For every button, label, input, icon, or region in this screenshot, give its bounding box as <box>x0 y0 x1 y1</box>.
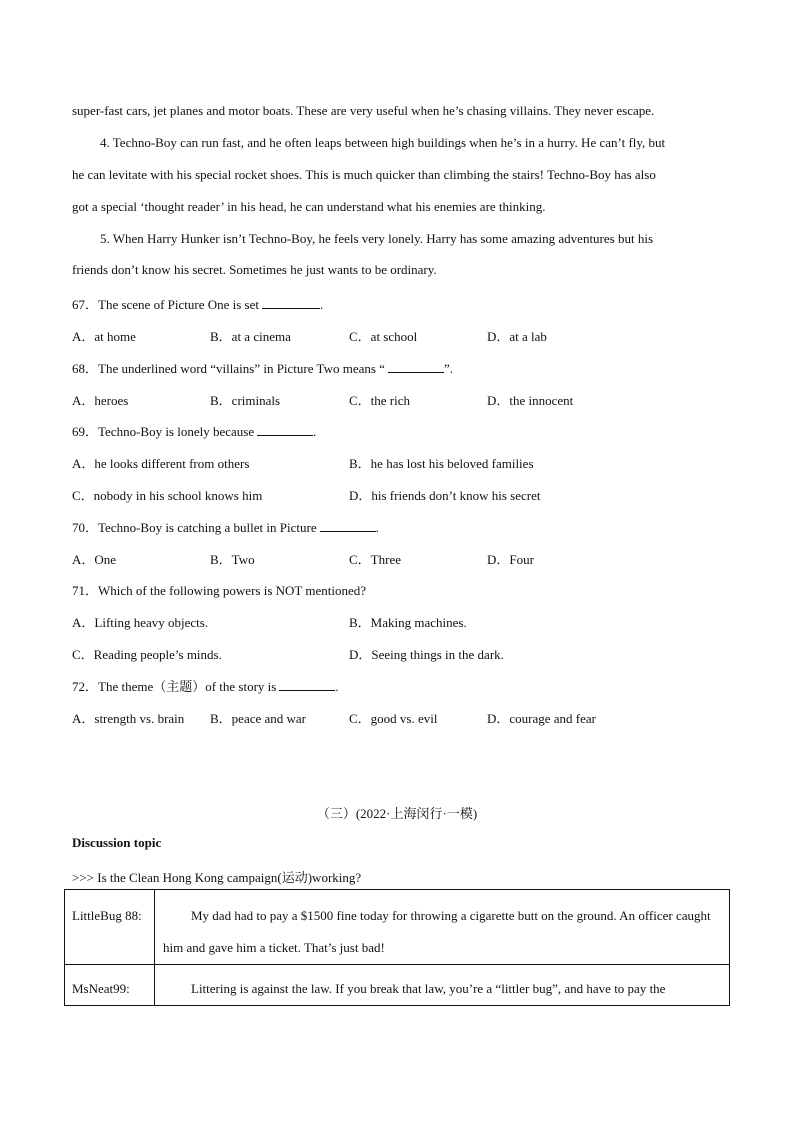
option-d[interactable]: D．his friends don’t know his secret <box>349 488 541 503</box>
question-67 <box>72 294 323 313</box>
option-c[interactable]: C．nobody in his school knows him <box>72 488 263 503</box>
option-b[interactable]: B．he has lost his beloved families <box>349 456 534 471</box>
question-stem: 69．Techno-Boy is lonely because <box>72 424 255 439</box>
post-body: Littering is against the law. If you break that law, you’re a “littler bug”, and have to pay the <box>191 981 666 996</box>
question-stem: 68．The underlined word “villains” in Picture Two means “ <box>72 361 385 376</box>
section-heading: （三）(2022·上海闵行·一模) <box>316 806 478 821</box>
topic-question: >>> Is the Clean Hong Kong campaign(运动)working? <box>72 870 362 885</box>
question-72 <box>72 676 339 695</box>
passage-line: 4. Techno-Boy can run fast, and he often leaps between high buildings when he’s in a hurry. He can’t fly, but <box>100 135 666 150</box>
passage-line: friends don’t know his secret. Sometimes he just wants to be ordinary. <box>72 262 437 277</box>
option-d[interactable]: D．courage and fear <box>487 711 596 726</box>
topic-label: Discussion topic <box>72 835 162 850</box>
table-row <box>65 965 730 1006</box>
question-tail: . <box>320 297 324 312</box>
option-d[interactable]: D．at a lab <box>487 329 547 344</box>
passage-line: 5. When Harry Hunker isn’t Techno-Boy, he feels very lonely. Harry has some amazing adventures but his <box>100 231 654 246</box>
post-user: LittleBug 88: <box>65 890 155 965</box>
passage-line: got a special ‘thought reader’ in his head, he can understand what his enemies are thinking. <box>72 199 546 214</box>
option-b[interactable]: B．at a cinema <box>210 329 291 344</box>
option-a[interactable]: A．at home <box>72 329 136 344</box>
question-tail: . <box>375 520 379 535</box>
option-a[interactable]: A．Lifting heavy objects. <box>72 615 209 630</box>
answer-blank[interactable] <box>279 678 335 691</box>
option-a[interactable]: A．One <box>72 552 117 567</box>
question-tail: . <box>335 679 339 694</box>
option-b[interactable]: B．Two <box>210 552 255 567</box>
option-a[interactable]: A．heroes <box>72 393 129 408</box>
option-a[interactable]: A．he looks different from others <box>72 456 250 471</box>
option-d[interactable]: D．Four <box>487 552 534 567</box>
answer-blank[interactable] <box>388 360 444 373</box>
discussion-table <box>64 889 730 1006</box>
question-stem: 72．The theme（主题）of the story is <box>72 679 277 694</box>
option-c[interactable]: C．at school <box>349 329 418 344</box>
post-text <box>155 965 730 1006</box>
passage-line: he can levitate with his special rocket shoes. This is much quicker than climbing the stairs! Techno-Boy has also <box>72 167 656 182</box>
question-tail: ”. <box>443 361 453 376</box>
question-stem: 71．Which of the following powers is NOT mentioned? <box>72 583 367 598</box>
answer-blank[interactable] <box>262 296 320 309</box>
question-stem: 70．Techno-Boy is catching a bullet in Picture <box>72 520 317 535</box>
question-68 <box>72 358 453 377</box>
option-a[interactable]: A．strength vs. brain <box>72 711 185 726</box>
question-tail: . <box>313 424 317 439</box>
option-b[interactable]: B．peace and war <box>210 711 307 726</box>
passage-line: super-fast cars, jet planes and motor boats. These are very useful when he’s chasing villains. They never escape. <box>72 103 655 118</box>
question-71 <box>72 580 366 599</box>
question-70 <box>72 517 379 536</box>
post-text <box>155 890 730 965</box>
answer-blank[interactable] <box>257 423 313 436</box>
option-c[interactable]: C．good vs. evil <box>349 711 438 726</box>
option-c[interactable]: C．Three <box>349 552 401 567</box>
answer-blank[interactable] <box>320 519 376 532</box>
option-d[interactable]: D．the innocent <box>487 393 574 408</box>
question-stem: 67．The scene of Picture One is set <box>72 297 260 312</box>
option-d[interactable]: D．Seeing things in the dark. <box>349 647 504 662</box>
post-user: MsNeat99: <box>65 965 155 1006</box>
option-c[interactable]: C．Reading people’s minds. <box>72 647 222 662</box>
question-69 <box>72 421 316 440</box>
option-c[interactable]: C．the rich <box>349 393 411 408</box>
option-b[interactable]: B．Making machines. <box>349 615 467 630</box>
option-b[interactable]: B．criminals <box>210 393 281 408</box>
table-row <box>65 890 730 965</box>
post-body: My dad had to pay a $1500 fine today for throwing a cigarette butt on the ground. An officer caught him and gave him a ticket. That’s just bad! <box>163 908 711 955</box>
